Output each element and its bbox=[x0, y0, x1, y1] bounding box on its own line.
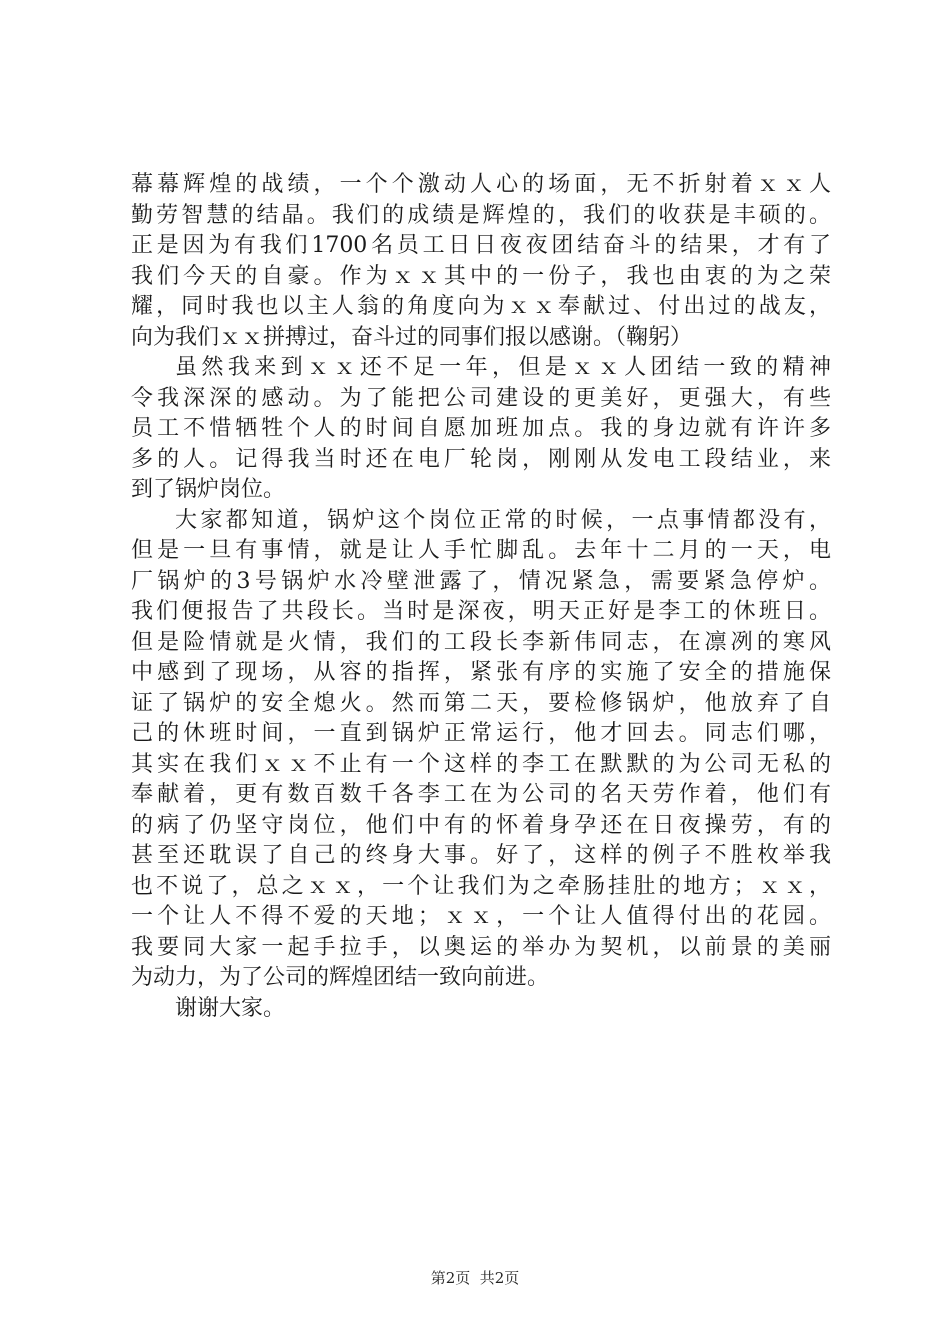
text-line: 也不说了，总之ｘｘ，一个让我们为之牵肠挂肚的地方；ｘｘ， bbox=[131, 873, 831, 899]
text-line: 己的休班时间，一直到锅炉正常运行，他才回去。同志们哪， bbox=[131, 721, 831, 746]
text-line: 证了锅炉的安全熄火。然而第二天，要检修锅炉，他放弃了自 bbox=[131, 690, 831, 716]
text-line: 为动力，为了公司的辉煌团结一致向前进。 bbox=[131, 965, 550, 990]
text-line: 员工不惜牺牲个人的时间自愿加班加点。我的身边就有许许多 bbox=[131, 416, 831, 441]
text-line: 勤劳智慧的结晶。我们的成绩是辉煌的，我们的收获是丰硕的。 bbox=[131, 202, 831, 228]
text-line: 我们便报告了共段长。当时是深夜，明天正好是李工的休班日。 bbox=[131, 599, 831, 624]
text-line: 我要同大家一起手拉手，以奥运的举办为契机，以前景的美丽 bbox=[131, 934, 831, 960]
text-line: 耀，同时我也以主人翁的角度向为ｘｘ奉献过、付出过的战友， bbox=[131, 294, 831, 319]
text-line: 多的人。记得我当时还在电厂轮岗，刚刚从发电工段结业，来 bbox=[131, 446, 831, 472]
text-line: 的病了仍坚守岗位，他们中有的怀着身孕还在日夜操劳，有的 bbox=[131, 812, 831, 838]
text-line: 其实在我们ｘｘ不止有一个这样的李工在默默的为公司无私的 bbox=[131, 751, 831, 777]
text-line: 正是因为有我们1700名员工日日夜夜团结奋斗的结果，才有了 bbox=[131, 233, 831, 258]
text-line: 虽然我来到ｘｘ还不足一年，但是ｘｘ人团结一致的精神 bbox=[175, 355, 831, 380]
text-line: 幕幕辉煌的战绩，一个个激动人心的场面，无不折射着ｘｘ人 bbox=[131, 172, 831, 197]
text-line: 厂锅炉的3号锅炉水冷壁泄露了，情况紧急，需要紧急停炉。 bbox=[131, 568, 831, 594]
text-line: 一个让人不得不爱的天地；ｘｘ，一个让人值得付出的花园。 bbox=[131, 904, 831, 929]
text-line: 奉献着，更有数百数千各李工在为公司的名天劳作着，他们有 bbox=[131, 782, 831, 807]
text-line: 但是险情就是火情，我们的工段长李新伟同志，在凛冽的寒风 bbox=[131, 629, 831, 655]
text-line: 令我深深的感动。为了能把公司建设的更美好，更强大，有些 bbox=[131, 385, 831, 411]
text-line: 大家都知道，锅炉这个岗位正常的时候，一点事情都没有， bbox=[175, 507, 831, 533]
text-line: 中感到了现场，从容的指挥，紧张有序的实施了安全的措施保 bbox=[131, 660, 831, 685]
page-footer: 第2页 共2页 bbox=[430, 1269, 520, 1287]
text-line: 但是一旦有事情，就是让人手忙脚乱。去年十二月的一天，电 bbox=[131, 538, 831, 563]
text-line: 到了锅炉岗位。 bbox=[131, 477, 286, 502]
text-line: 谢谢大家。 bbox=[175, 995, 286, 1021]
text-line: 向为我们ｘｘ拼搏过，奋斗过的同事们报以感谢。（鞠躬） bbox=[131, 324, 693, 350]
text-line: 我们今天的自豪。作为ｘｘ其中的一份子，我也由衷的为之荣 bbox=[131, 263, 831, 289]
text-line: 甚至还耽误了自己的终身大事。好了，这样的例子不胜枚举我 bbox=[131, 843, 831, 868]
document-body bbox=[131, 170, 831, 1024]
